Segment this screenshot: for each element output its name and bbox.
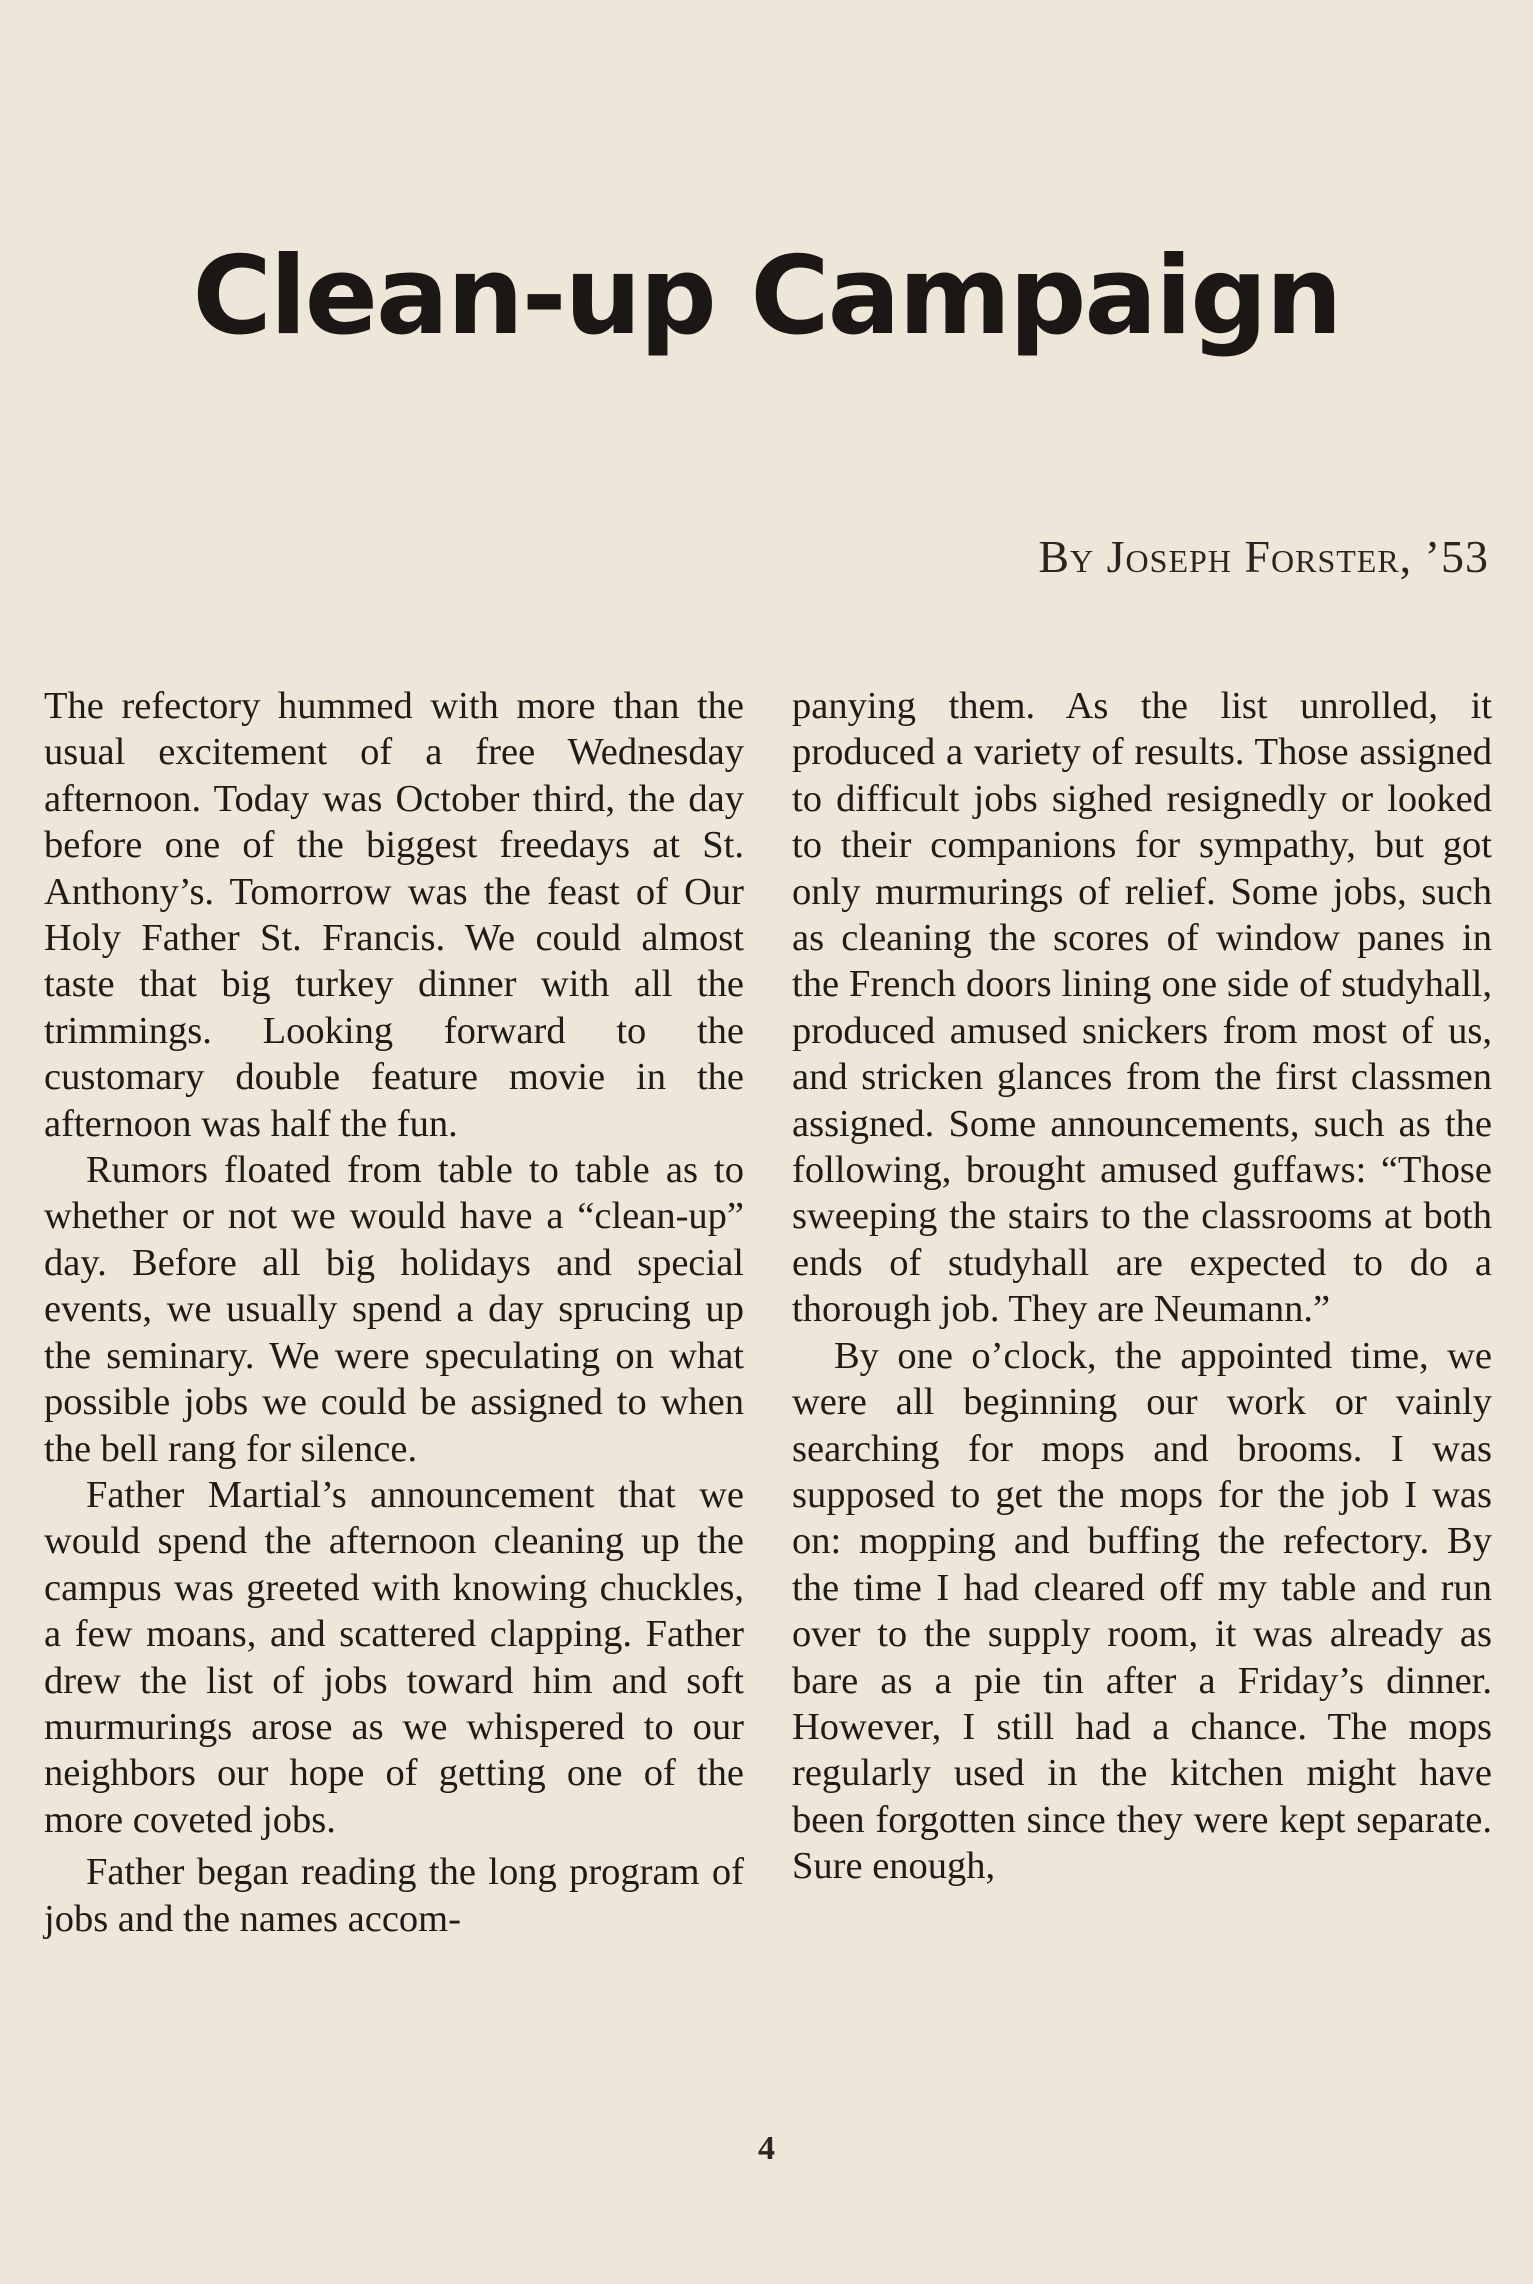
article-byline: By Joseph Forster, ’53 <box>1038 531 1489 582</box>
paragraph: By one o’clock, the appointed time, we were all beginning our work or vainly searching for mops and brooms. I was supposed to get the mops for the job I was on: mopping and buffing the refectory. By the time I had cleared off my table and run over to the supply room, it was already as bare as a pie tin after a Friday’s dinner. However, I still had a chance. The mops regularly used in the kitchen might have been forgotten since they were kept separate. Sure enough, <box>792 1334 1492 1888</box>
page-number: 4 <box>758 2130 775 2167</box>
paragraph: Father Martial’s announcement that we would spend the afternoon cleaning up the campus was greeted with knowing chuckles, a few moans, and scattered clapping. Father drew the list of jobs toward him and soft murmurings arose as we whispered to our neighbors our hope of getting one of the more coveted jobs. <box>44 1473 744 1841</box>
right-column <box>792 683 1492 1890</box>
paragraph: Father began reading the long program of jobs and the names accom- <box>44 1851 744 1940</box>
left-column <box>44 683 744 1942</box>
paragraph: panying them. As the list unrolled, it produced a variety of results. Those assigned to difficult jobs sighed resignedly or looked to their companions for sympathy, but got only murmurings of relief. Some jobs, such as cleaning the scores of window panes in the French doors lining one side of studyhall, produced amused snickers from most of us, and stricken glances from the first classmen assigned. Some announcements, such as the following, brought amused guffaws: “Those sweeping the stairs to the classrooms at both ends of studyhall are expected to do a thorough job. They are Neumann.” <box>792 685 1492 1331</box>
article-title: Clean-up Campaign <box>192 234 1341 359</box>
paragraph: Rumors floated from table to table as to whether or not we would have a “clean-up” day. Before all big holidays and special events, we usually spend a day sprucing up the seminary. We were speculating on what possible jobs we could be assigned to when the bell rang for silence. <box>44 1149 744 1470</box>
paragraph: The refectory hummed with more than the usual excitement of a free Wednesday afternoon. Today was October third, the day before one of the biggest freedays at St. Anthony’s. Tomorrow was the feast of Our Holy Father St. Francis. We could almost taste that big turkey dinner with all the trimmings. Looking forward to the customary double feature movie in the afternoon was half the fun. <box>44 685 744 1145</box>
